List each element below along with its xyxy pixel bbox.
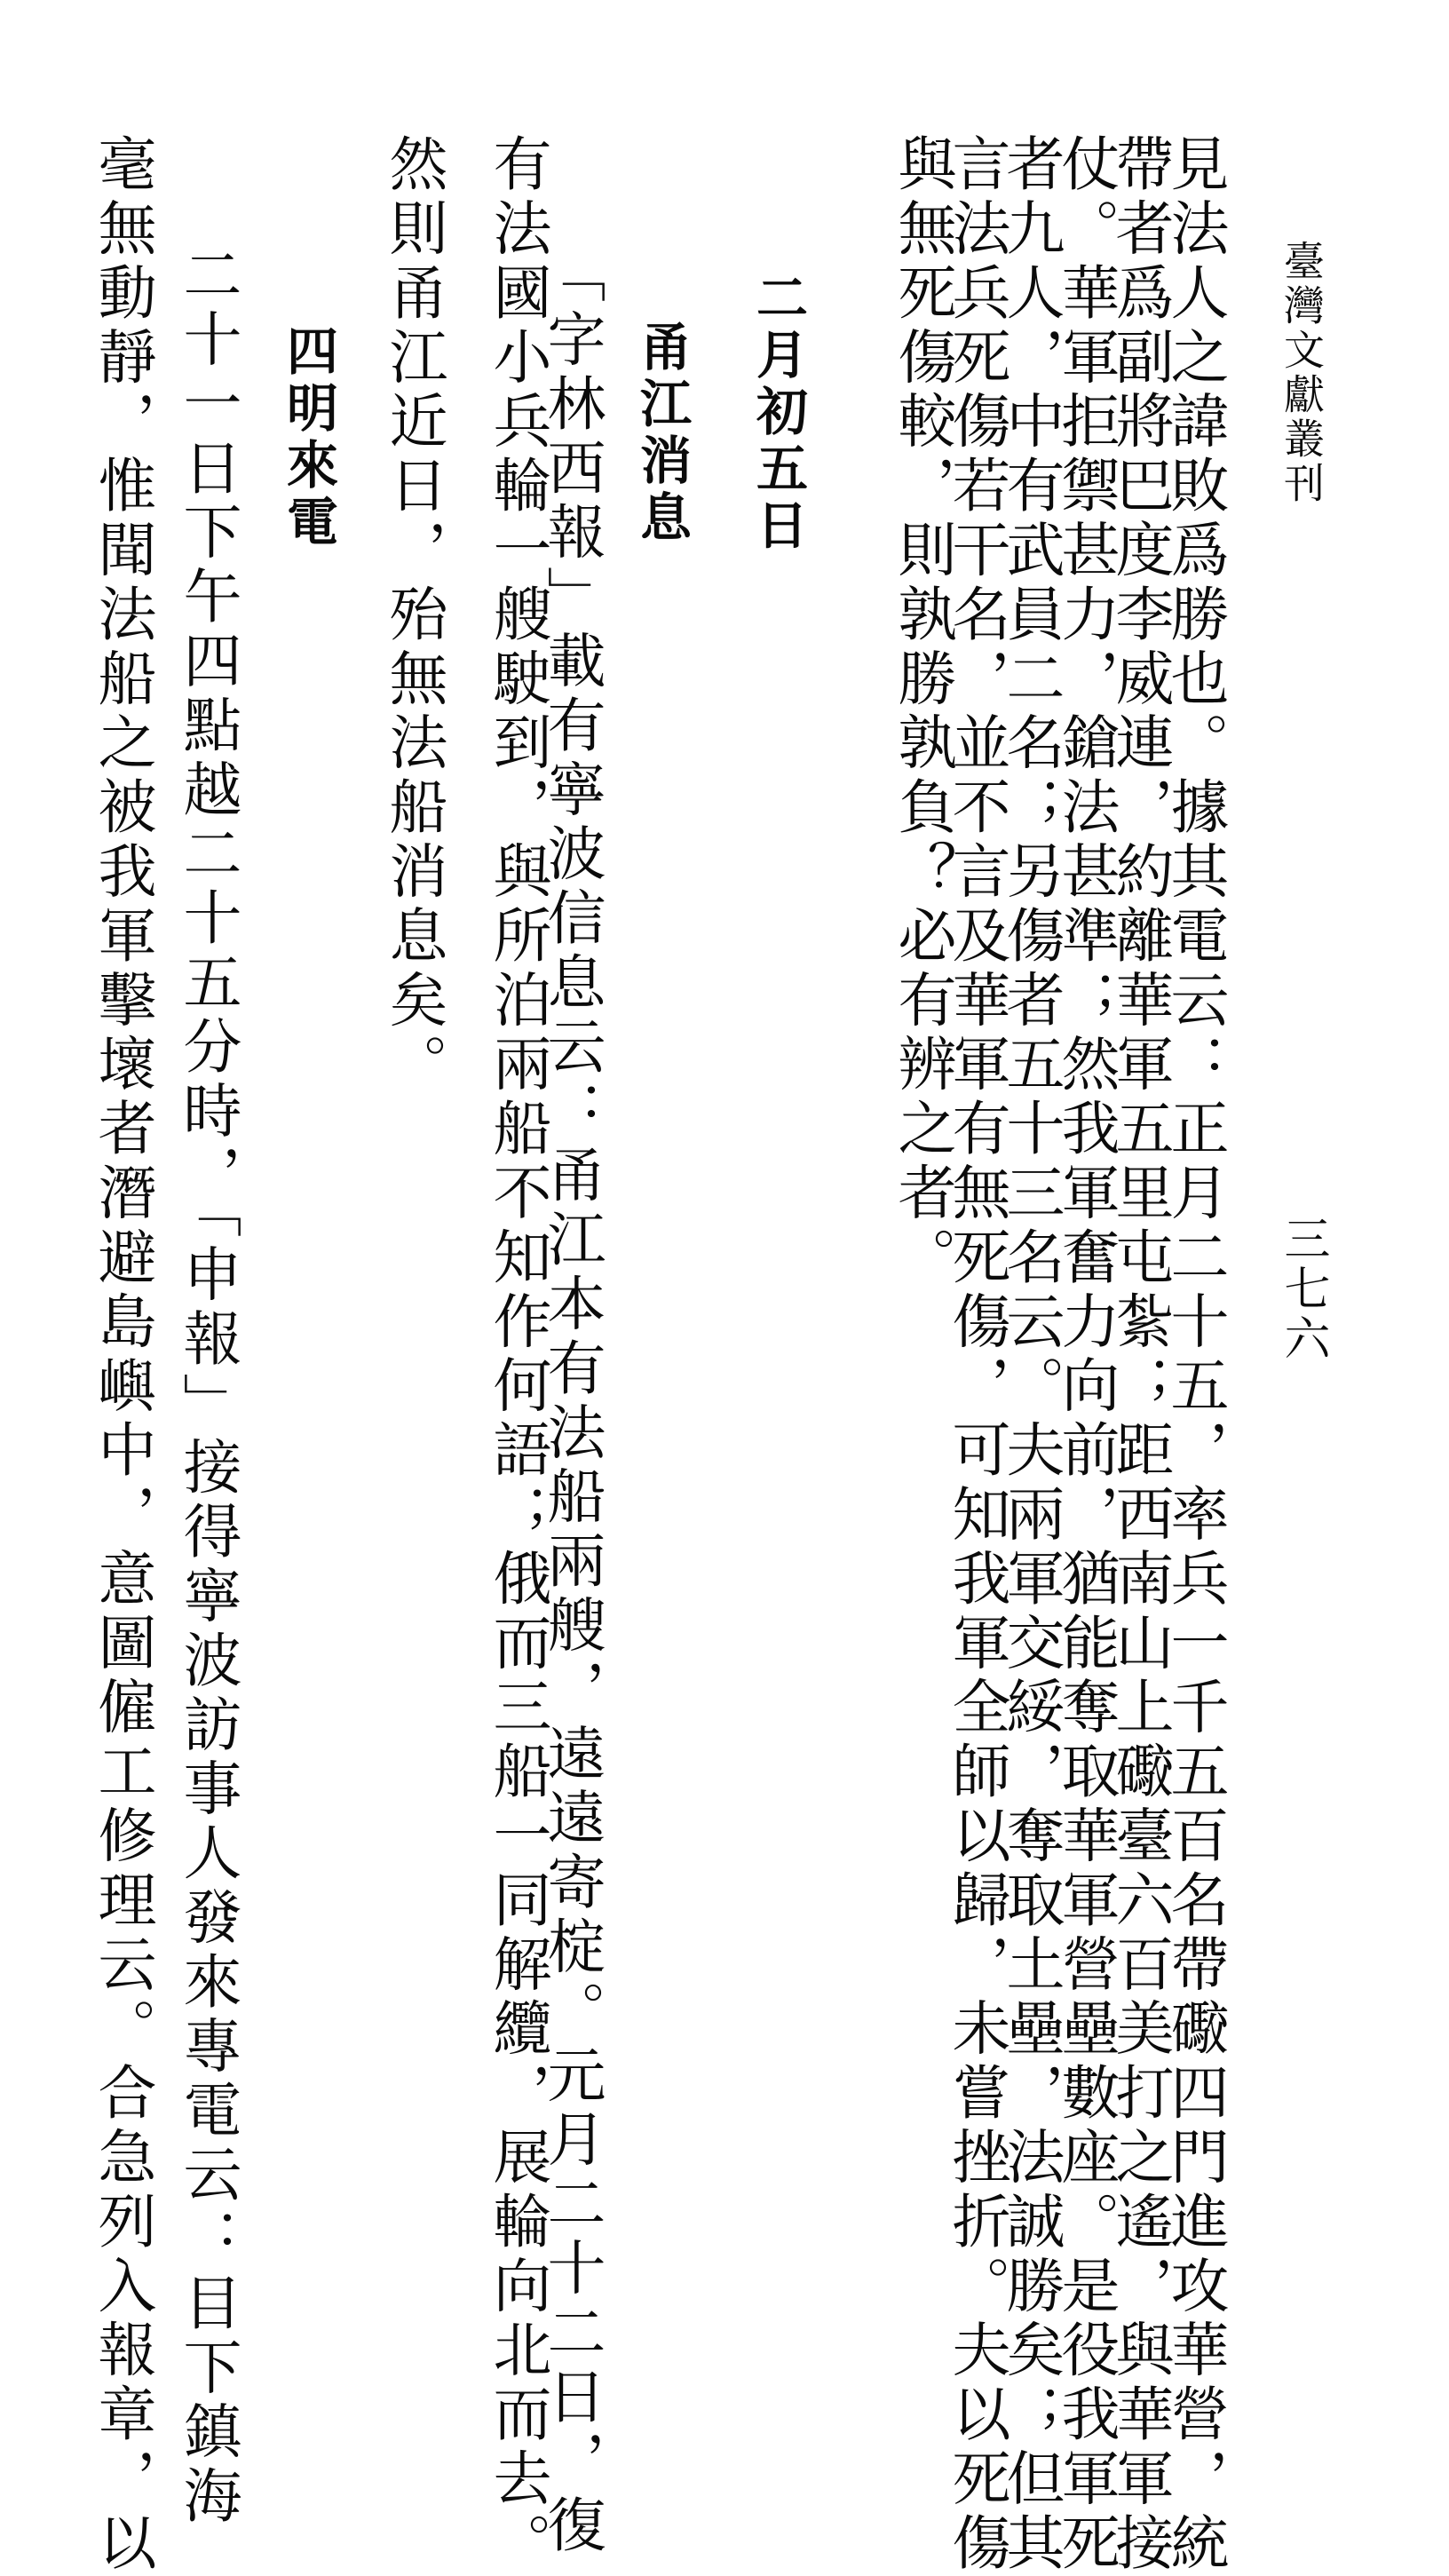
date-heading: 二月初五日 [748,271,808,555]
paragraph-line: 二十一日下午四點越二十五分時，「申報」接得寧波訪事人發來專電云：目下鎮海 [173,244,242,2530]
section-title: 甬江消息 [631,320,692,547]
paragraph-line: 者九人，中有武員二名；另傷者五十三名云。夫兩軍交綏，奪取土壘，法誠勝矣；但其 [996,133,1065,2576]
paragraph-line: 見法人之諱敗爲勝也。據其電云：正月二十五，率兵一千五百名帶礮四門進攻華營，統 [1160,133,1229,2576]
section-title: 四明來電 [278,324,338,551]
paragraph-line: 帶者爲副將巴度李威連，約離華軍五里屯紮；距西南山上礮臺六百美打之遙，與華軍接 [1105,133,1174,2576]
paragraph-line: 仗。華軍拒禦甚力，鎗法甚準；然我軍奮力向前，猶能奪取華軍營壘數座。是役我軍死 [1051,133,1120,2576]
running-title: 臺灣文獻叢刊 [1278,240,1326,506]
paragraph-line: 與無死傷較，則孰勝孰負？必有辨之者。 [888,133,956,1291]
paragraph-line: 言法兵死傷若干名，並不言及華軍有無死傷，可知我軍全師以歸，未嘗挫折。夫以死傷 [942,133,1010,2576]
page-number: 三七六 [1276,1215,1329,1364]
paragraph-line: 「字林西報」載有寧波信息云：甬江本有法船兩艘，遠遠寄椗。元月二十二日，復 [537,244,606,2559]
paragraph-line: 毫無動靜，惟聞法船之被我軍擊壞者潛避島嶼中，意圖僱工修理云。合急列入報章，以 [88,133,156,2576]
paragraph-line: 然則甬江近日，殆無法船消息矣。 [379,133,447,1098]
paragraph-line: 有法國小兵輪一艘駛到，與所泊兩船不知作何語；俄而三船一同解纜，展輪向北而去。 [483,133,551,2576]
